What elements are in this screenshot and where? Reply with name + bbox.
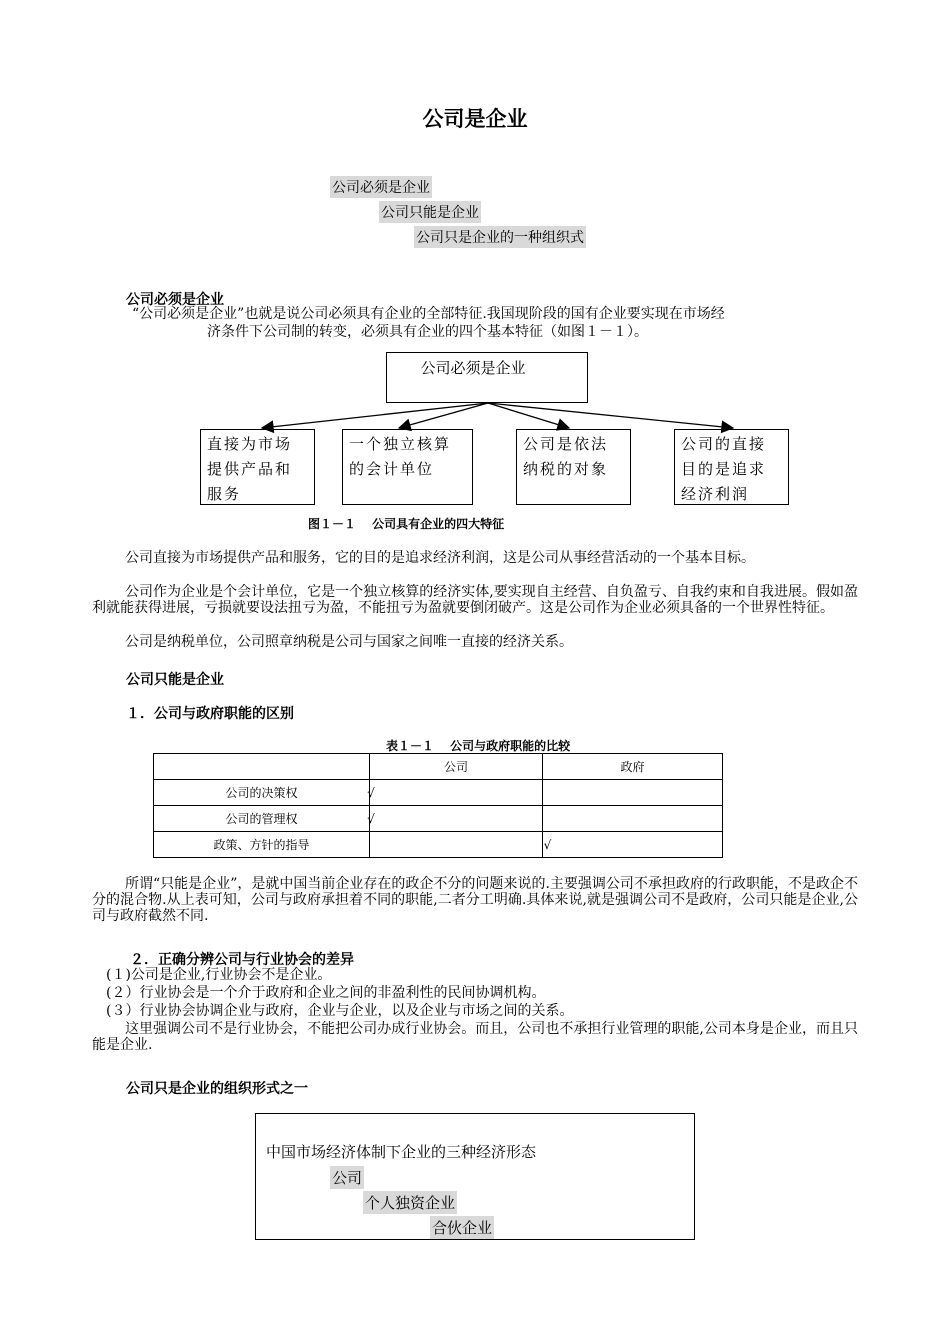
table-header-empty <box>154 754 370 780</box>
figure-box-3-label: 公司是依法纳税的对象 <box>523 435 609 478</box>
table-cell-company <box>370 832 543 858</box>
form-item-sole-proprietorship: 个人独资企业 <box>363 1191 457 1214</box>
check-mark: √ <box>367 811 375 826</box>
arrow-4 <box>488 403 733 428</box>
arrow-1 <box>262 403 488 428</box>
subheading-2: ２．正确分辨公司与行业协会的差异 <box>130 952 354 968</box>
check-mark: √ <box>367 785 375 800</box>
figure-box-3 <box>516 429 631 505</box>
intro-line-2: 济条件下公司制的转变，必须具有企业的四个基本特征（如图１－１）。 <box>207 324 648 340</box>
figure-box-1-label: 直接为市场提供产品和服务 <box>207 435 293 503</box>
figure-arrows <box>0 0 950 520</box>
section-heading-3: 公司只是企业的组织形式之一 <box>126 1081 308 1097</box>
arrow-2 <box>399 403 488 428</box>
toc-item-3[interactable]: 公司只是企业的一种组织式 <box>414 226 586 248</box>
figure-box-1 <box>200 429 315 505</box>
list-item-3: (３）行业协会协调企业与政府，企业与企业，以及企业与市场之间的关系。 <box>106 1003 574 1019</box>
section-heading-2: 公司只能是企业 <box>126 672 224 688</box>
table-cell-company <box>367 806 543 832</box>
section-heading-1: 公司必须是企业 <box>126 292 224 308</box>
paragraph-3: 公司是纳税单位，公司照章纳税是公司与国家之间唯一直接的经济关系。 <box>125 634 573 650</box>
form-item-partnership: 合伙企业 <box>430 1216 494 1239</box>
table-cell-label: 政策、方针的指导 <box>154 832 370 858</box>
paragraph-5: 这里强调公司不是行业协会，不能把公司办成行业协会。而且，公司也不承担行业管理的职能,公司本身是企业，而且只能是企业. <box>92 1021 858 1053</box>
paragraph-2: 公司作为企业是个会计单位，它是一个独立核算的经济实体,要实现自主经营、自负盈亏、自我约束和自我进展。假如盈利就能获得进展，亏损就要设法扭亏为盈，不能扭亏为盈就要倒闭破产。这是公司作为企业必须具备的一个世界性特征。 <box>92 584 858 616</box>
toc-item-2[interactable]: 公司只能是企业 <box>379 201 481 223</box>
figure-top-box-label: 公司必须是企业 <box>420 359 526 377</box>
figure-box-4-label: 公司的直接目的是追求经济利润 <box>681 435 767 503</box>
table-row <box>154 806 723 832</box>
table-cell-government <box>543 832 723 858</box>
paragraph-4: 所谓“只能是企业”，是就中国当前企业存在的政企不分的问题来说的.主要强调公司不承担政府的行政职能，不是政企不分的混合物.从上表可知，公司与政府承担着不同的职能,二者分工明确.具体来说,就是强调公司不是政府，公司只能是企业,公司与政府截然不同. <box>92 876 858 924</box>
table-cell-company <box>367 780 543 806</box>
list-item-1: (１)公司是企业,行业协会不是企业。 <box>106 967 332 983</box>
table-row <box>154 780 723 806</box>
subheading-1: １．公司与政府职能的区别 <box>126 706 294 722</box>
table-cell-government <box>543 806 723 832</box>
table-cell-government <box>543 780 723 806</box>
figure-box-2 <box>342 429 473 505</box>
table-header-company: 公司 <box>370 754 543 780</box>
paragraph-1: 公司直接为市场提供产品和服务，它的目的是追求经济利润，这是公司从事经营活动的一个基本目标。 <box>125 550 755 566</box>
page-title: 公司是企业 <box>422 107 528 131</box>
form-item-company: 公司 <box>330 1166 364 1189</box>
table-row <box>154 832 723 858</box>
toc-item-1[interactable]: 公司必须是企业 <box>330 176 432 198</box>
table-header-government: 政府 <box>543 754 723 780</box>
enterprise-forms-title: 中国市场经济体制下企业的三种经济形态 <box>266 1143 537 1161</box>
comparison-table <box>153 753 723 858</box>
figure-box-2-label: 一个独立核算的会计单位 <box>349 435 452 478</box>
table-header-row <box>154 754 723 780</box>
figure-box-4 <box>674 429 789 505</box>
figure-caption: 图１－１ 公司具有企业的四大特征 <box>308 517 505 531</box>
table-cell-label: 公司的决策权 <box>154 780 370 806</box>
intro-line-1: “公司必须是企业”也就是说公司必须具有企业的全部特征.我国现阶段的国有企业要实现在市场经 <box>132 306 725 322</box>
list-item-2: (２）行业协会是一个介于政府和企业之间的非盈利性的民间协调机构。 <box>106 985 546 1001</box>
table-caption: 表１－１ 公司与政府职能的比较 <box>386 739 571 753</box>
check-mark: √ <box>543 837 552 852</box>
table-cell-label: 公司的管理权 <box>154 806 370 832</box>
